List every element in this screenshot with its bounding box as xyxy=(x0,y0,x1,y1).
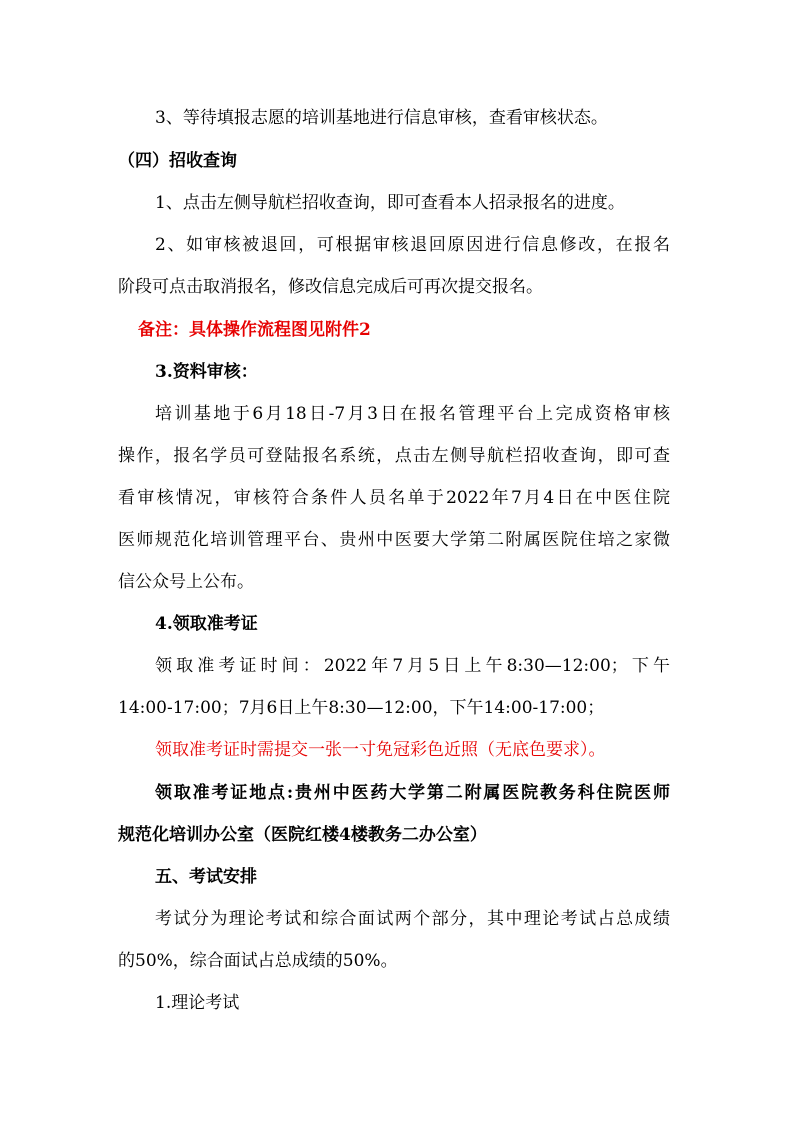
heading-admission-ticket: 4.领取准考证 xyxy=(155,614,258,634)
heading-document-review: 3.资料审核： xyxy=(155,362,258,382)
ticket-photo-requirement: 领取准考证时需提交一张一寸免冠彩色近照（无底色要求）。 xyxy=(155,740,606,760)
review-paragraph-line4: 医师规范化培训管理平台、贵州中医要大学第二附属医院住培之家微 xyxy=(118,530,670,550)
exam-paragraph-line1: 考试分为理论考试和综合面试两个部分，其中理论考试占总成绩 xyxy=(155,909,670,929)
review-paragraph-line5: 信公众号上公布。 xyxy=(118,572,254,592)
step-1-query-progress: 1、点击左侧导航栏招收查询，即可查看本人招录报名的进度。 xyxy=(155,193,625,213)
review-paragraph-line1: 培训基地于6月18日-7月3日在报名管理平台上完成资格审核 xyxy=(155,404,670,424)
ticket-time-line1: 领取准考证时间：2022年7月5日上午8:30—12:00；下午 xyxy=(155,656,670,676)
review-paragraph-line3: 看审核情况，审核符合条件人员名单于2022年7月4日在中医住院 xyxy=(118,488,670,508)
section-heading-exam-arrangement: 五、考试安排 xyxy=(155,867,257,887)
ticket-location-line2: 规范化培训办公室（医院红楼4楼教务二办公室） xyxy=(118,825,487,845)
exam-paragraph-line2: 的50%，综合面试占总成绩的50%。 xyxy=(118,951,398,971)
step-3-review-status: 3、等待填报志愿的培训基地进行信息审核，查看审核状态。 xyxy=(155,108,608,128)
step-2-rejected-line2: 阶段可点击取消报名，修改信息完成后可再次提交报名。 xyxy=(118,277,543,297)
review-paragraph-line2: 操作，报名学员可登陆报名系统，点击左侧导航栏招收查询，即可查 xyxy=(118,446,670,466)
ticket-location-line1: 领取准考证地点:贵州中医药大学第二附属医院教务科住院医师 xyxy=(155,783,670,803)
remark-attachment-note: 备注：具体操作流程图见附件2 xyxy=(138,320,371,340)
ticket-time-line2: 14:00-17:00；7月6日上午8:30—12:00，下午14:00-17:00； xyxy=(118,698,605,718)
section-heading-enrollment-query: （四）招收查询 xyxy=(118,151,237,171)
heading-theory-exam: 1.理论考试 xyxy=(155,993,240,1013)
step-2-rejected-line1: 2、如审核被退回，可根据审核退回原因进行信息修改，在报名 xyxy=(155,235,670,255)
